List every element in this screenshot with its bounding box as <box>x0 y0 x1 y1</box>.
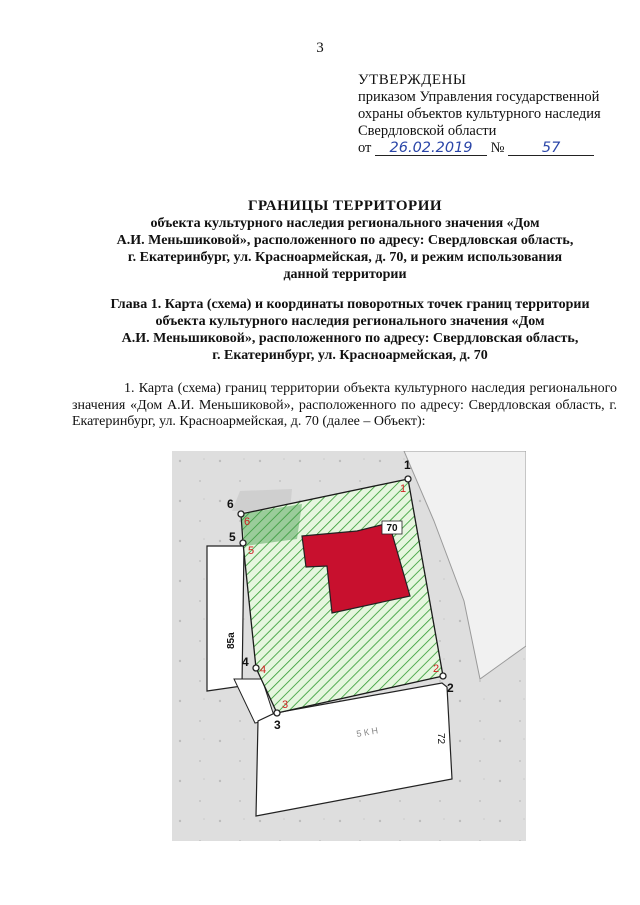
boundary-point-label-5: 5 <box>229 530 236 544</box>
chapter-heading <box>80 296 620 364</box>
boundary-point-marker-3 <box>274 710 280 716</box>
building-72-label: 72 <box>435 733 446 745</box>
boundary-point-label-2: 2 <box>447 681 454 695</box>
boundary-point-red-label-3: 3 <box>282 699 289 711</box>
chapter-line-4: г. Екатеринбург, ул. Красноармейская, д. 70 <box>212 348 488 363</box>
approval-line-2: охраны объектов культурного наследия <box>358 106 601 122</box>
chapter-line-2: объекта культурного наследия регионального значения «Дом <box>155 314 545 329</box>
building-5kn-label: 5 К Н <box>355 725 379 739</box>
building-85a-label: 85а <box>226 632 237 649</box>
boundary-point-label-4: 4 <box>242 655 249 669</box>
title-main: ГРАНИЦЫ ТЕРРИТОРИИ <box>247 198 443 214</box>
boundary-point-marker-1 <box>405 476 411 482</box>
from-label: от <box>358 140 372 156</box>
title-line-1: объекта культурного наследия регионального значения «Дом <box>150 216 540 231</box>
document-title <box>80 197 610 283</box>
page-number: 3 <box>316 40 324 56</box>
boundary-point-label-6: 6 <box>227 497 234 511</box>
boundary-point-label-1: 1 <box>404 458 411 472</box>
approval-line-3: Свердловской области <box>358 123 497 139</box>
number-label: № <box>490 140 505 156</box>
boundary-point-marker-4 <box>253 665 259 671</box>
territory-map <box>172 451 526 841</box>
handwritten-date: 26.02.2019 <box>375 141 487 156</box>
territory-map-svg <box>172 451 526 841</box>
approval-date-number-line <box>358 140 601 157</box>
title-line-4: данной территории <box>283 267 407 282</box>
chapter-line-3: А.И. Меньшиковой», расположенного по адресу: Свердловская область, <box>121 331 579 346</box>
title-line-2: А.И. Меньшиковой», расположенного по адресу: Свердловская область, <box>116 233 574 248</box>
boundary-point-marker-5 <box>240 540 246 546</box>
approval-heading: УТВЕРЖДЕНЫ <box>358 72 467 88</box>
boundary-point-label-3: 3 <box>274 718 281 732</box>
boundary-point-red-label-5: 5 <box>248 545 255 557</box>
chapter-line-1: Глава 1. Карта (схема) и координаты поворотных точек границ территории <box>110 297 590 312</box>
approval-block <box>358 72 601 157</box>
boundary-point-marker-2 <box>440 673 446 679</box>
title-line-3: г. Екатеринбург, ул. Красноармейская, д. 70, и режим использования <box>127 250 563 265</box>
paragraph-1: 1. Карта (схема) границ территории объекта культурного наследия регионального значения «Дом А.И. Меньшиковой», расположенного по адресу: Свердловская область, г. Екатеринбург, ул. Красноармейская, д. 70 (далее – Объект): <box>72 381 617 429</box>
boundary-point-red-label-2: 2 <box>433 663 440 675</box>
approval-line-1: приказом Управления государственной <box>358 89 600 105</box>
building-85a <box>207 546 244 691</box>
boundary-point-red-label-1: 1 <box>400 483 407 495</box>
boundary-point-red-label-4: 4 <box>260 664 267 676</box>
boundary-point-red-label-6: 6 <box>244 516 251 528</box>
handwritten-number: 57 <box>508 141 594 156</box>
building-70-label: 70 <box>386 523 398 534</box>
